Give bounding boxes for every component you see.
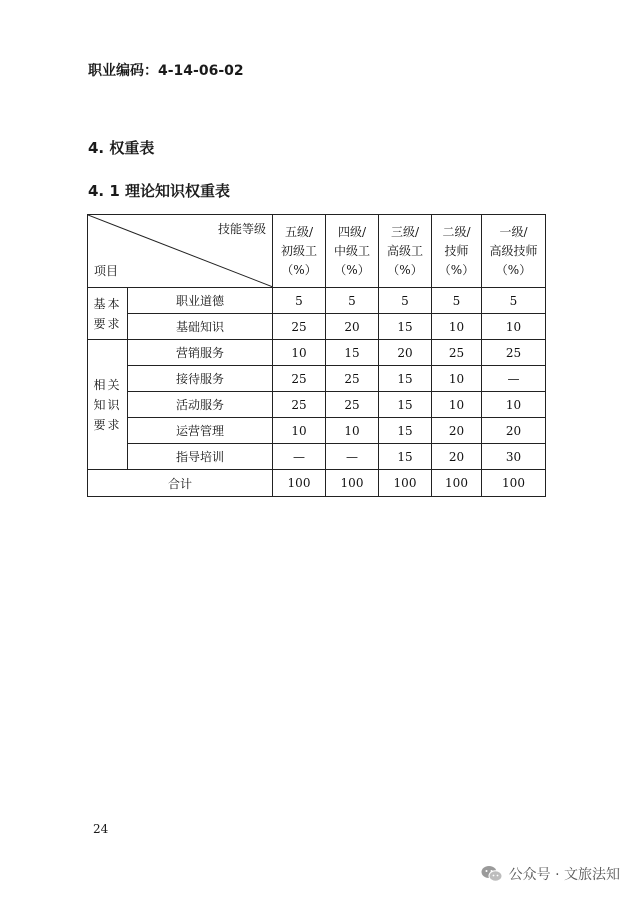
table-row — [88, 366, 546, 392]
value-cell: 20 — [326, 314, 379, 340]
watermark — [481, 864, 620, 884]
value-cell: 15 — [379, 444, 432, 470]
value-cell: 10 — [482, 392, 546, 418]
value-cell: 25 — [482, 340, 546, 366]
value-cell: 25 — [273, 314, 326, 340]
value-cell: 30 — [482, 444, 546, 470]
level-header-line: 三级/ — [390, 224, 420, 239]
subsection-title: 4. 1 理论知识权重表 — [88, 182, 231, 200]
level-header-line: （%） — [438, 262, 475, 277]
value-cell: 20 — [482, 418, 546, 444]
level-header-2 — [432, 215, 482, 288]
corner-cell — [88, 215, 273, 288]
table-row — [88, 288, 546, 314]
value-cell: 15 — [326, 340, 379, 366]
value-cell: 15 — [379, 366, 432, 392]
value-cell: 10 — [432, 392, 482, 418]
value-cell: 25 — [273, 366, 326, 392]
value-cell: 10 — [273, 340, 326, 366]
header-row — [88, 215, 546, 288]
value-cell: 25 — [326, 392, 379, 418]
item-cell: 基础知识 — [128, 314, 273, 340]
group-label-line: 要求 — [93, 316, 122, 331]
value-cell: 5 — [326, 288, 379, 314]
value-cell: 10 — [432, 314, 482, 340]
value-cell: 5 — [379, 288, 432, 314]
corner-top-label: 技能等级 — [217, 222, 266, 236]
value-cell: 20 — [432, 444, 482, 470]
weight-table-wrapper — [87, 214, 546, 497]
item-cell: 接待服务 — [128, 366, 273, 392]
item-cell: 运营管理 — [128, 418, 273, 444]
level-header-4 — [326, 215, 379, 288]
group-label-related — [88, 340, 128, 470]
item-cell: 职业道德 — [128, 288, 273, 314]
total-value-cell: 100 — [273, 470, 326, 497]
value-cell: 10 — [326, 418, 379, 444]
item-cell: 营销服务 — [128, 340, 273, 366]
value-cell: 15 — [379, 392, 432, 418]
value-cell: 10 — [482, 314, 546, 340]
level-header-line: 中级工 — [333, 243, 370, 258]
value-cell: 5 — [432, 288, 482, 314]
level-header-1 — [482, 215, 546, 288]
group-label-line: 要求 — [93, 417, 122, 432]
table-row — [88, 314, 546, 340]
section-title: 4. 权重表 — [88, 139, 155, 157]
table-row — [88, 444, 546, 470]
level-header-line: 初级工 — [280, 243, 317, 258]
total-value-cell: 100 — [379, 470, 432, 497]
level-header-3 — [379, 215, 432, 288]
value-cell: 20 — [432, 418, 482, 444]
value-cell: 5 — [273, 288, 326, 314]
total-row — [88, 470, 546, 497]
value-cell: 15 — [379, 314, 432, 340]
level-header-line: （%） — [334, 262, 370, 277]
value-cell: 20 — [379, 340, 432, 366]
value-cell: 5 — [482, 288, 546, 314]
level-header-line: （%） — [281, 262, 317, 277]
item-cell: 指导培训 — [128, 444, 273, 470]
group-label-line: 相关 — [93, 377, 122, 392]
table-row — [88, 340, 546, 366]
page-number: 24 — [93, 822, 109, 836]
wechat-icon — [481, 865, 503, 883]
value-cell: — — [326, 444, 379, 470]
total-value-cell: 100 — [326, 470, 379, 497]
level-header-line: （%） — [387, 262, 423, 277]
table-row — [88, 392, 546, 418]
value-cell: 25 — [432, 340, 482, 366]
watermark-text: 公众号 · 文旅法知 — [508, 867, 620, 883]
value-cell: — — [273, 444, 326, 470]
value-cell: 10 — [273, 418, 326, 444]
level-header-line: 二级/ — [442, 224, 471, 239]
value-cell: 25 — [326, 366, 379, 392]
level-header-line: 五级/ — [284, 224, 314, 239]
level-header-line: 四级/ — [337, 224, 367, 239]
value-cell: 10 — [432, 366, 482, 392]
level-header-line: 高级技师 — [489, 243, 538, 258]
level-header-line: （%） — [495, 262, 532, 277]
group-label-line: 知识 — [93, 397, 122, 412]
value-cell: 15 — [379, 418, 432, 444]
item-cell: 活动服务 — [128, 392, 273, 418]
group-label-basic — [88, 288, 128, 340]
corner-bottom-label: 项目 — [94, 264, 119, 278]
table-row — [88, 418, 546, 444]
total-label: 合计 — [88, 470, 273, 497]
value-cell: 25 — [273, 392, 326, 418]
occupation-code: 职业编码：4-14-06-02 — [88, 63, 244, 79]
group-label-line: 基本 — [93, 296, 122, 311]
weight-table — [87, 214, 546, 497]
total-value-cell: 100 — [432, 470, 482, 497]
level-header-5 — [273, 215, 326, 288]
value-cell: — — [482, 366, 546, 392]
level-header-line: 技师 — [444, 243, 469, 258]
level-header-line: 一级/ — [499, 224, 528, 239]
total-value-cell: 100 — [482, 470, 546, 497]
level-header-line: 高级工 — [386, 243, 423, 258]
